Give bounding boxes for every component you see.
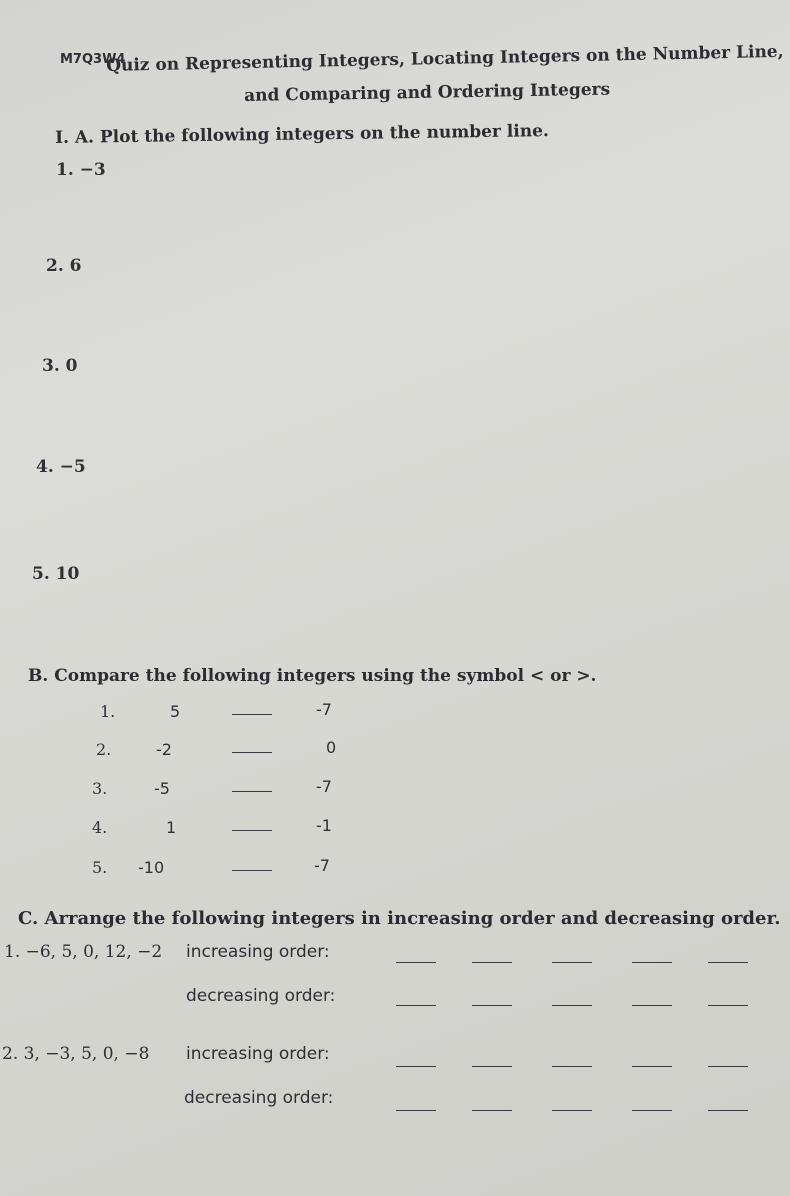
order-blank[interactable] <box>472 1005 512 1006</box>
compare-right-value: -7 <box>316 777 332 796</box>
order-blank[interactable] <box>708 1110 748 1111</box>
compare-left-value: 5 <box>170 702 181 721</box>
section-c-heading: C. Arrange the following integers in increasing order and decreasing order. <box>18 908 781 929</box>
compare-blank[interactable] <box>232 738 272 753</box>
order-blank[interactable] <box>632 1005 672 1006</box>
section-a-heading: I. A. Plot the following integers on the number line. <box>55 121 550 148</box>
compare-left-value: -10 <box>138 858 165 877</box>
compare-blank[interactable] <box>232 777 272 792</box>
compare-row-number: 1. <box>100 702 116 721</box>
order-blank[interactable] <box>632 1066 672 1067</box>
order-blank[interactable] <box>552 962 592 963</box>
compare-left-value: 1 <box>166 818 177 837</box>
increasing-order-label: increasing order: <box>186 942 330 962</box>
compare-left-value: -2 <box>156 740 172 759</box>
plot-item-2: 2. 6 <box>46 256 82 276</box>
compare-row-number: 2. <box>96 740 112 759</box>
plot-item-4: 4. −5 <box>36 457 86 477</box>
order-blank[interactable] <box>708 1005 748 1006</box>
compare-row-number: 4. <box>92 818 108 837</box>
compare-left-value: -5 <box>154 779 170 798</box>
compare-blank[interactable] <box>232 856 272 871</box>
quiz-title-line2: and Comparing and Ordering Integers <box>244 79 611 106</box>
plot-item-5: 5. 10 <box>32 564 80 584</box>
quiz-title-line1: Quiz on Representing Integers, Locating Integers on the Number Line, <box>106 41 784 76</box>
order-blank[interactable] <box>472 1066 512 1067</box>
compare-row-number: 3. <box>92 779 108 798</box>
compare-right-value: 0 <box>326 738 337 757</box>
order-blank[interactable] <box>472 1110 512 1111</box>
decreasing-order-label: decreasing order: <box>184 1088 334 1108</box>
order-blank[interactable] <box>396 962 436 963</box>
order-blank[interactable] <box>708 962 748 963</box>
order-blank[interactable] <box>632 962 672 963</box>
order-blank[interactable] <box>472 962 512 963</box>
compare-row-number: 5. <box>92 858 108 877</box>
section-b-heading: B. Compare the following integers using the symbol < or >. <box>28 666 597 686</box>
compare-right-value: -7 <box>314 856 330 875</box>
compare-blank[interactable] <box>232 816 272 831</box>
order-set-2: 2. 3, −3, 5, 0, −8 <box>2 1044 150 1064</box>
order-blank[interactable] <box>708 1066 748 1067</box>
increasing-order-label: increasing order: <box>186 1044 330 1064</box>
quiz-code: M7Q3W4 <box>60 52 126 67</box>
compare-blank[interactable] <box>232 700 272 715</box>
decreasing-order-label: decreasing order: <box>186 986 336 1006</box>
plot-item-1: 1. −3 <box>56 160 106 180</box>
compare-right-value: -1 <box>316 816 332 835</box>
order-blank[interactable] <box>396 1110 436 1111</box>
order-blank[interactable] <box>552 1110 592 1111</box>
plot-item-3: 3. 0 <box>42 356 78 376</box>
order-blank[interactable] <box>552 1066 592 1067</box>
order-blank[interactable] <box>396 1005 436 1006</box>
order-set-1: 1. −6, 5, 0, 12, −2 <box>4 942 163 962</box>
compare-right-value: -7 <box>316 700 332 719</box>
order-blank[interactable] <box>396 1066 436 1067</box>
order-blank[interactable] <box>632 1110 672 1111</box>
order-blank[interactable] <box>552 1005 592 1006</box>
